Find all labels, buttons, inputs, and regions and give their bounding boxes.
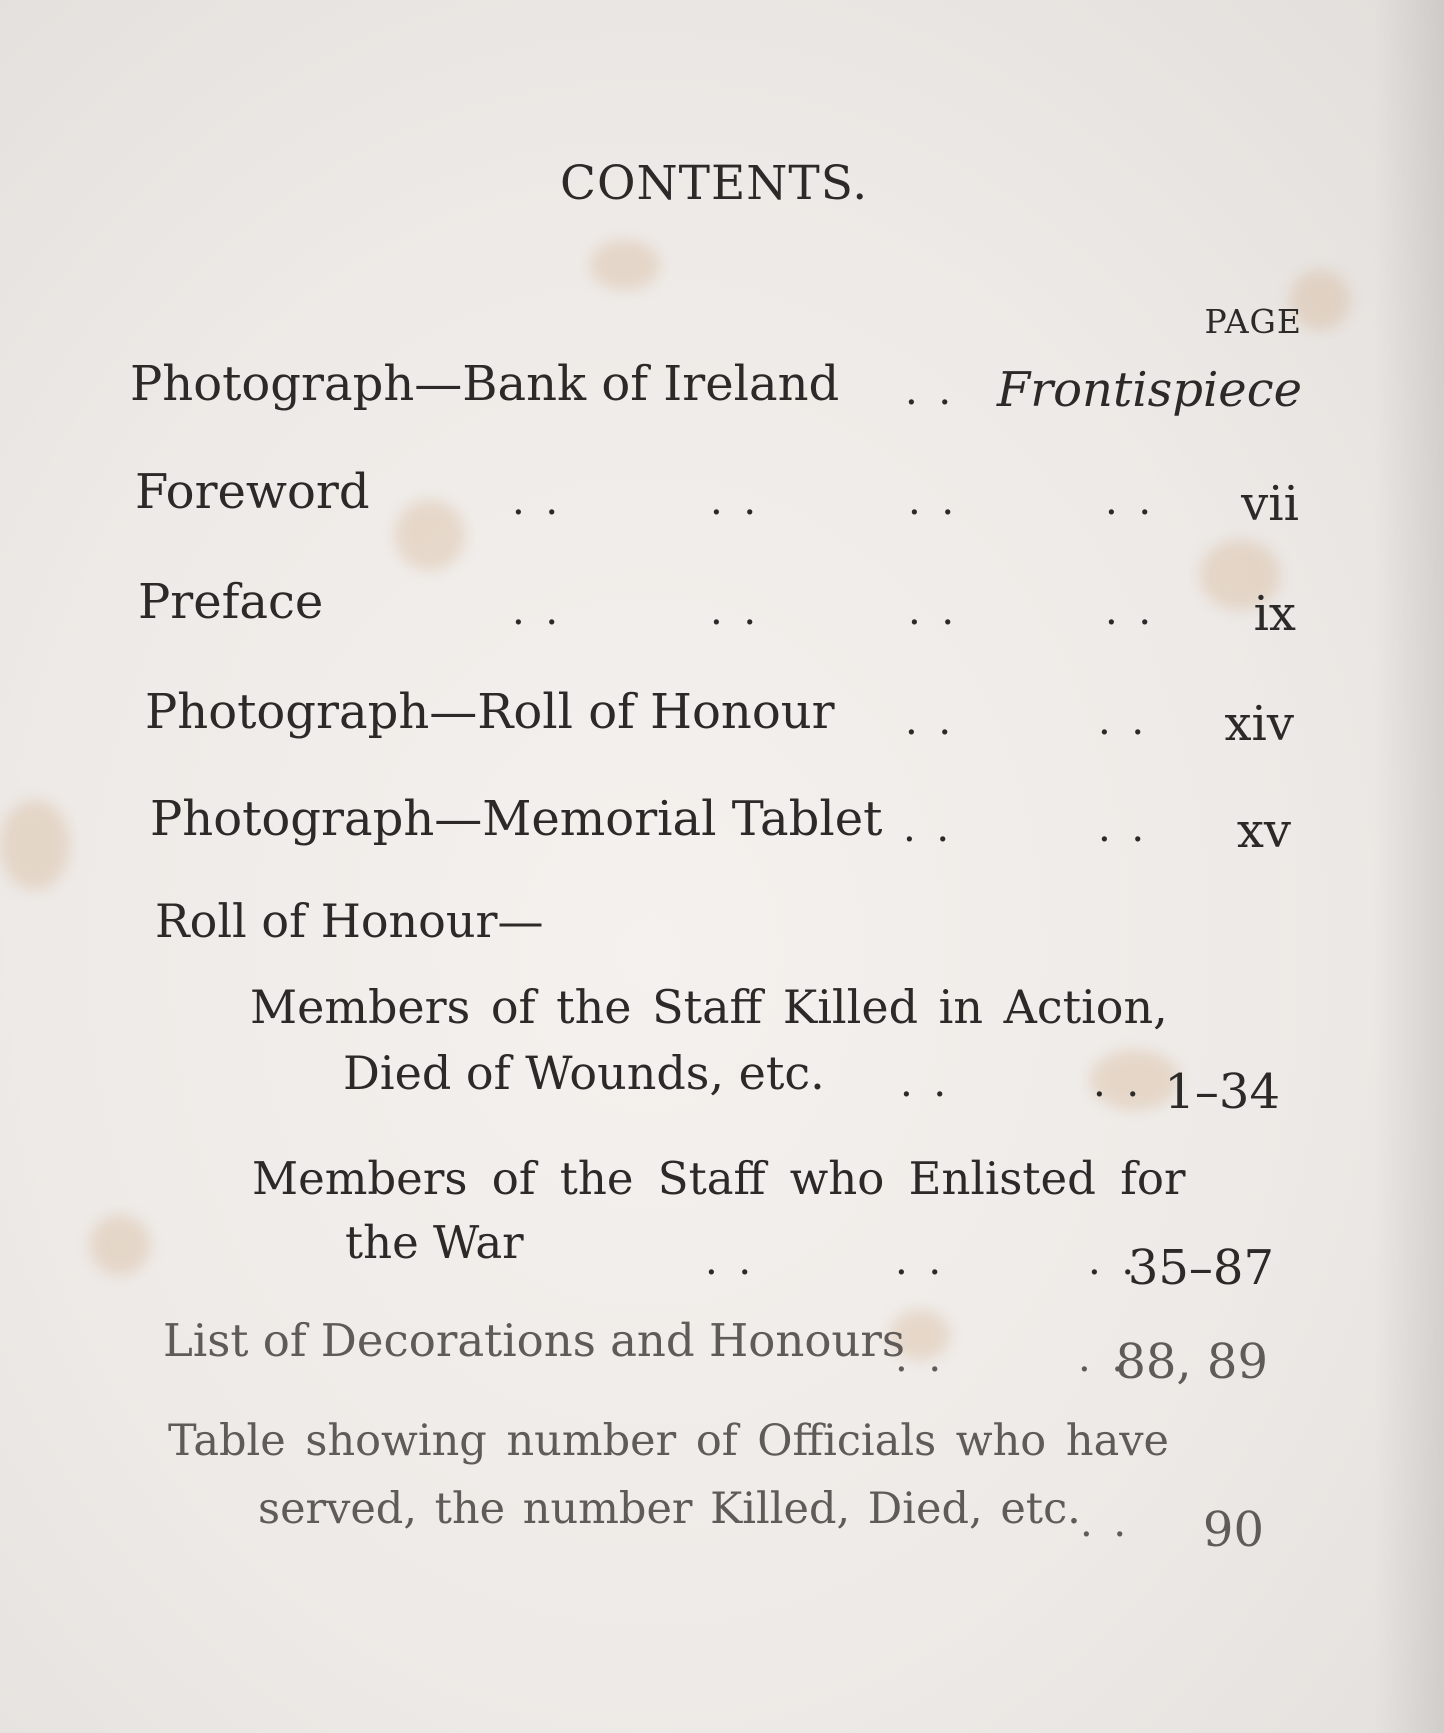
leader-dots: . . [908, 588, 959, 634]
toc-entry-page: 35–87 [1127, 1240, 1274, 1296]
leader-dots: . . [512, 478, 563, 524]
leader-dots: . . [1098, 805, 1149, 851]
toc-entry-label: Photograph—Roll of Honour [145, 684, 835, 740]
toc-entry-label-line1: Table showing number of Officials who have [168, 1416, 1169, 1466]
toc-entry-label-line2: the War [345, 1216, 524, 1269]
leader-dots: . . [710, 478, 761, 524]
leader-dots: . . [1105, 478, 1156, 524]
toc-entry-page: 1–34 [1164, 1064, 1280, 1120]
leader-dots: . . [710, 588, 761, 634]
page-column-label: PAGE [1204, 302, 1302, 341]
leader-dots: . . [1105, 588, 1156, 634]
page-title: CONTENTS. [560, 156, 869, 211]
toc-entry-page: 88, 89 [1115, 1334, 1268, 1390]
toc-entry-page: vii [1241, 476, 1299, 532]
leader-dots: . . [1093, 1060, 1144, 1106]
toc-entry-label: Photograph—Bank of Ireland [130, 356, 840, 412]
leader-dots: . . [895, 1335, 946, 1381]
toc-entry-page: Frontispiece [996, 362, 1302, 418]
toc-section-heading: Roll of Honour— [155, 894, 544, 948]
leader-dots: . . [1088, 1238, 1139, 1284]
leader-dots: . . [1080, 1500, 1131, 1546]
leader-dots: . . [908, 478, 959, 524]
toc-entry-label-line1: Members of the Staff who Enlisted for [252, 1152, 1186, 1205]
toc-entry-label: Photograph—Memorial Tablet [150, 791, 883, 847]
leader-dots: . . [895, 1238, 946, 1284]
toc-entry-label-line2: Died of Wounds, etc. [343, 1046, 825, 1100]
leader-dots: . . [905, 368, 956, 414]
toc-entry-label-line1: Members of the Staff Killed in Action, [250, 980, 1168, 1034]
toc-entry-label: List of Decorations and Honours [163, 1314, 906, 1367]
leader-dots: . . [905, 698, 956, 744]
leader-dots: . . [900, 1060, 951, 1106]
leader-dots: . . [903, 805, 954, 851]
leader-dots: . . [705, 1238, 756, 1284]
toc-entry-page: 90 [1202, 1502, 1264, 1558]
leader-dots: . . [512, 588, 563, 634]
toc-entry-page: xv [1236, 803, 1291, 859]
toc-entry-page: xiv [1224, 696, 1294, 752]
toc-entry-label: Foreword [135, 464, 370, 520]
toc-entry-label-line2: served, the number Killed, Died, etc. [258, 1484, 1081, 1534]
toc-entry-label: Preface [138, 574, 324, 630]
leader-dots: . . [1078, 1335, 1129, 1381]
toc-entry-page: ix [1253, 586, 1296, 642]
leader-dots: . . [1098, 698, 1149, 744]
